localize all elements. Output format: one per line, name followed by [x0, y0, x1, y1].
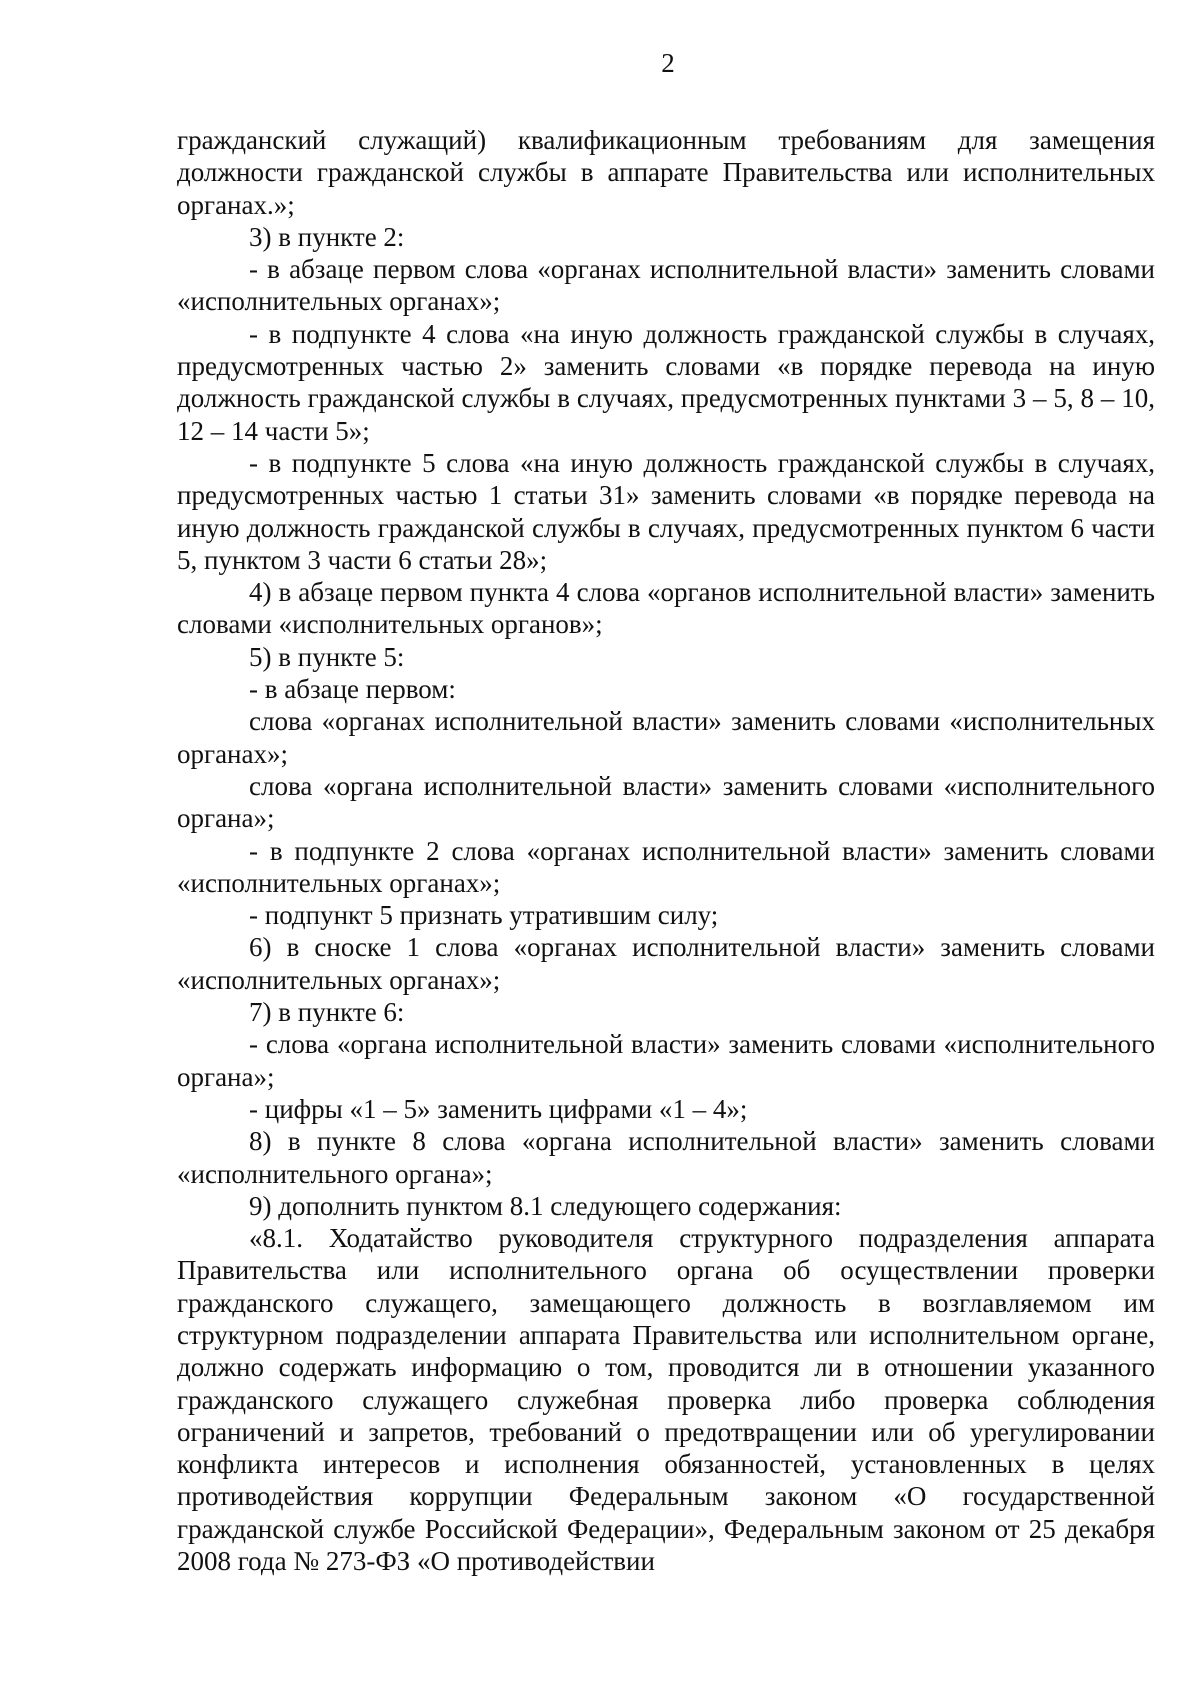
paragraph: - подпункт 5 признать утратившим силу;	[249, 900, 719, 931]
paragraph: 6) в сноске 1 слова «органах исполнительной власти» заменить словами «исполнительных органах»;	[177, 932, 1155, 995]
paragraph: - в абзаце первом:	[249, 674, 456, 705]
paragraph: - слова «органа исполнительной власти» заменить словами «исполнительного органа»;	[177, 1029, 1155, 1092]
paragraph: 8) в пункте 8 слова «органа исполнительной власти» заменить словами «исполнительного органа»;	[177, 1126, 1155, 1189]
paragraph: 9) дополнить пунктом 8.1 следующего содержания:	[249, 1190, 842, 1221]
paragraph: слова «органа исполнительной власти» заменить словами «исполнительного органа»;	[177, 770, 1155, 834]
paragraph: - в подпункте 5 слова «на иную должность гражданской службы в случаях, предусмотренных частью 1 статьи 31» заменить словами «в порядке перевода на иную должность гражданской службы в случаях, предусмотренных пунктом 6 части 5, пунктом 3 части 6 статьи 28»;	[177, 447, 1155, 575]
paragraph: - в подпункте 2 слова «органах исполнительной власти» заменить словами «исполнительных органах»;	[177, 835, 1155, 898]
paragraph: 4) в абзаце первом пункта 4 слова «органов исполнительной власти» заменить словами «исполнительных органов»;	[177, 577, 1155, 640]
paragraph: гражданский служащий) квалификационным требованиям для замещения должности гражданской службы в аппарате Правительства или исполнительных органах.»;	[177, 125, 1155, 220]
paragraph: - в абзаце первом слова «органах исполнительной власти» заменить словами «исполнительных органах»;	[177, 254, 1155, 317]
paragraph: «8.1. Ходатайство руководителя структурного подразделения аппарата Правительства или исполнительного органа об осуществлении проверки гражданского служащего, замещающего должность в возглавляемом им структурном подразделении аппарата Правительства или исполнительном органе, должно содержать информацию о том, проводится ли в отношении указанного гражданского служащего служебная проверка либо проверка соблюдения ограничений и запретов, требований о предотвращении или об урегулировании конфликта интересов и исполнения обязанностей, установленных в целях противодействия коррупции Федеральным законом «О государственной гражданской службе Российской Федерации», Федеральным законом от 25 декабря 2008 года № 273-ФЗ «О противодействии	[177, 1223, 1155, 1577]
paragraph: - в подпункте 4 слова «на иную должность гражданской службы в случаях, предусмотренных частью 2» заменить словами «в порядке перевода на иную должность гражданской службы в случаях, предусмотренных пунктами 3 – 5, 8 – 10, 12 – 14 части 5»;	[177, 318, 1155, 446]
paragraph: 7) в пункте 6:	[249, 997, 405, 1028]
document-body	[177, 124, 1155, 1577]
paragraph: 5) в пункте 5:	[249, 641, 405, 672]
paragraph: слова «органах исполнительной власти» заменить словами «исполнительных органах»;	[177, 706, 1155, 769]
page-number: 2	[661, 48, 675, 78]
paragraph: - цифры «1 – 5» заменить цифрами «1 – 4»;	[249, 1093, 748, 1124]
paragraph: 3) в пункте 2:	[249, 221, 405, 252]
